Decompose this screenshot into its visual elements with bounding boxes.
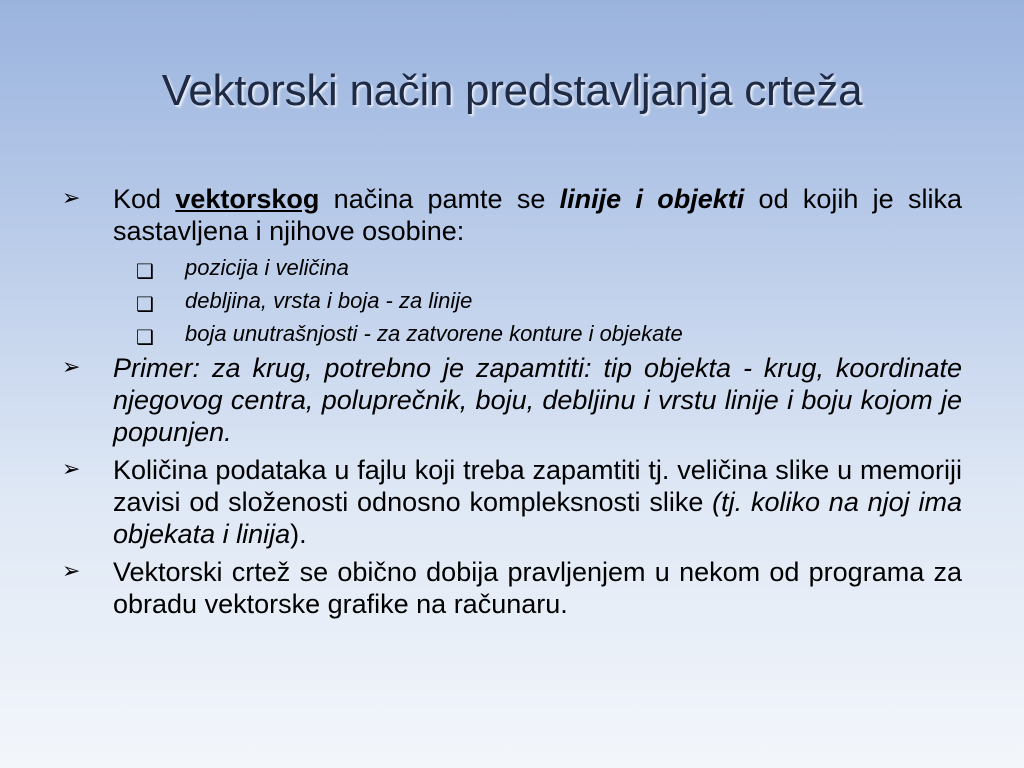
sub-bullet-item-1 xyxy=(62,253,962,283)
emphasis-term: vektorskog xyxy=(175,184,320,214)
checkbox-bullet-icon: ❑ xyxy=(136,259,154,283)
slide-title: Vektorski način predstavljanja crteža xyxy=(161,66,863,115)
sub-bullet-text: debljina, vrsta i boja - za linije xyxy=(185,288,473,313)
bullet-text: ). xyxy=(290,519,307,549)
bullet-text: načina pamte se xyxy=(319,184,560,214)
bullet-text: Vektorski crtež se obično dobija pravljenjem u nekom od programa za obradu vektorske grafike na računaru. xyxy=(113,557,962,619)
arrow-bullet-icon: ➢ xyxy=(62,355,81,380)
bullet-text: Količina podataka u fajlu koji treba zapamtiti tj. veličina slike u memoriji zavisi od složenosti odnosno kompleksnosti slike xyxy=(113,455,962,517)
bullet-item-2 xyxy=(62,352,962,448)
bullet-text: Primer: za krug, potrebno je zapamtiti: tip objekta - krug, koordinate njegovog centra, poluprečnik, boju, debljinu i vrstu linije i boju kojom je popunjen. xyxy=(113,353,962,447)
emphasis-term: linije i objekti xyxy=(559,184,745,214)
arrow-bullet-icon: ➢ xyxy=(62,186,81,211)
arrow-bullet-icon: ➢ xyxy=(62,457,81,482)
checkbox-bullet-icon: ❑ xyxy=(136,292,154,316)
sub-bullet-text: pozicija i veličina xyxy=(185,255,349,280)
arrow-bullet-icon: ➢ xyxy=(62,559,81,584)
bullet-text-italic: (tj. koliko na njoj ima objekata i linija xyxy=(113,487,962,549)
sub-bullet-text: boja unutrašnjosti - za zatvorene konture i objekate xyxy=(185,321,683,346)
sub-bullet-item-3 xyxy=(62,319,962,349)
bullet-item-1 xyxy=(62,183,962,247)
bullet-item-4 xyxy=(62,556,962,620)
bullet-text: Kod xyxy=(113,184,176,214)
bullet-text: od kojih je slika sastavljena i njihove osobine: xyxy=(113,184,962,246)
bullet-item-3 xyxy=(62,454,962,550)
checkbox-bullet-icon: ❑ xyxy=(136,325,154,349)
sub-bullet-item-2 xyxy=(62,286,962,316)
slide-content xyxy=(62,183,962,626)
